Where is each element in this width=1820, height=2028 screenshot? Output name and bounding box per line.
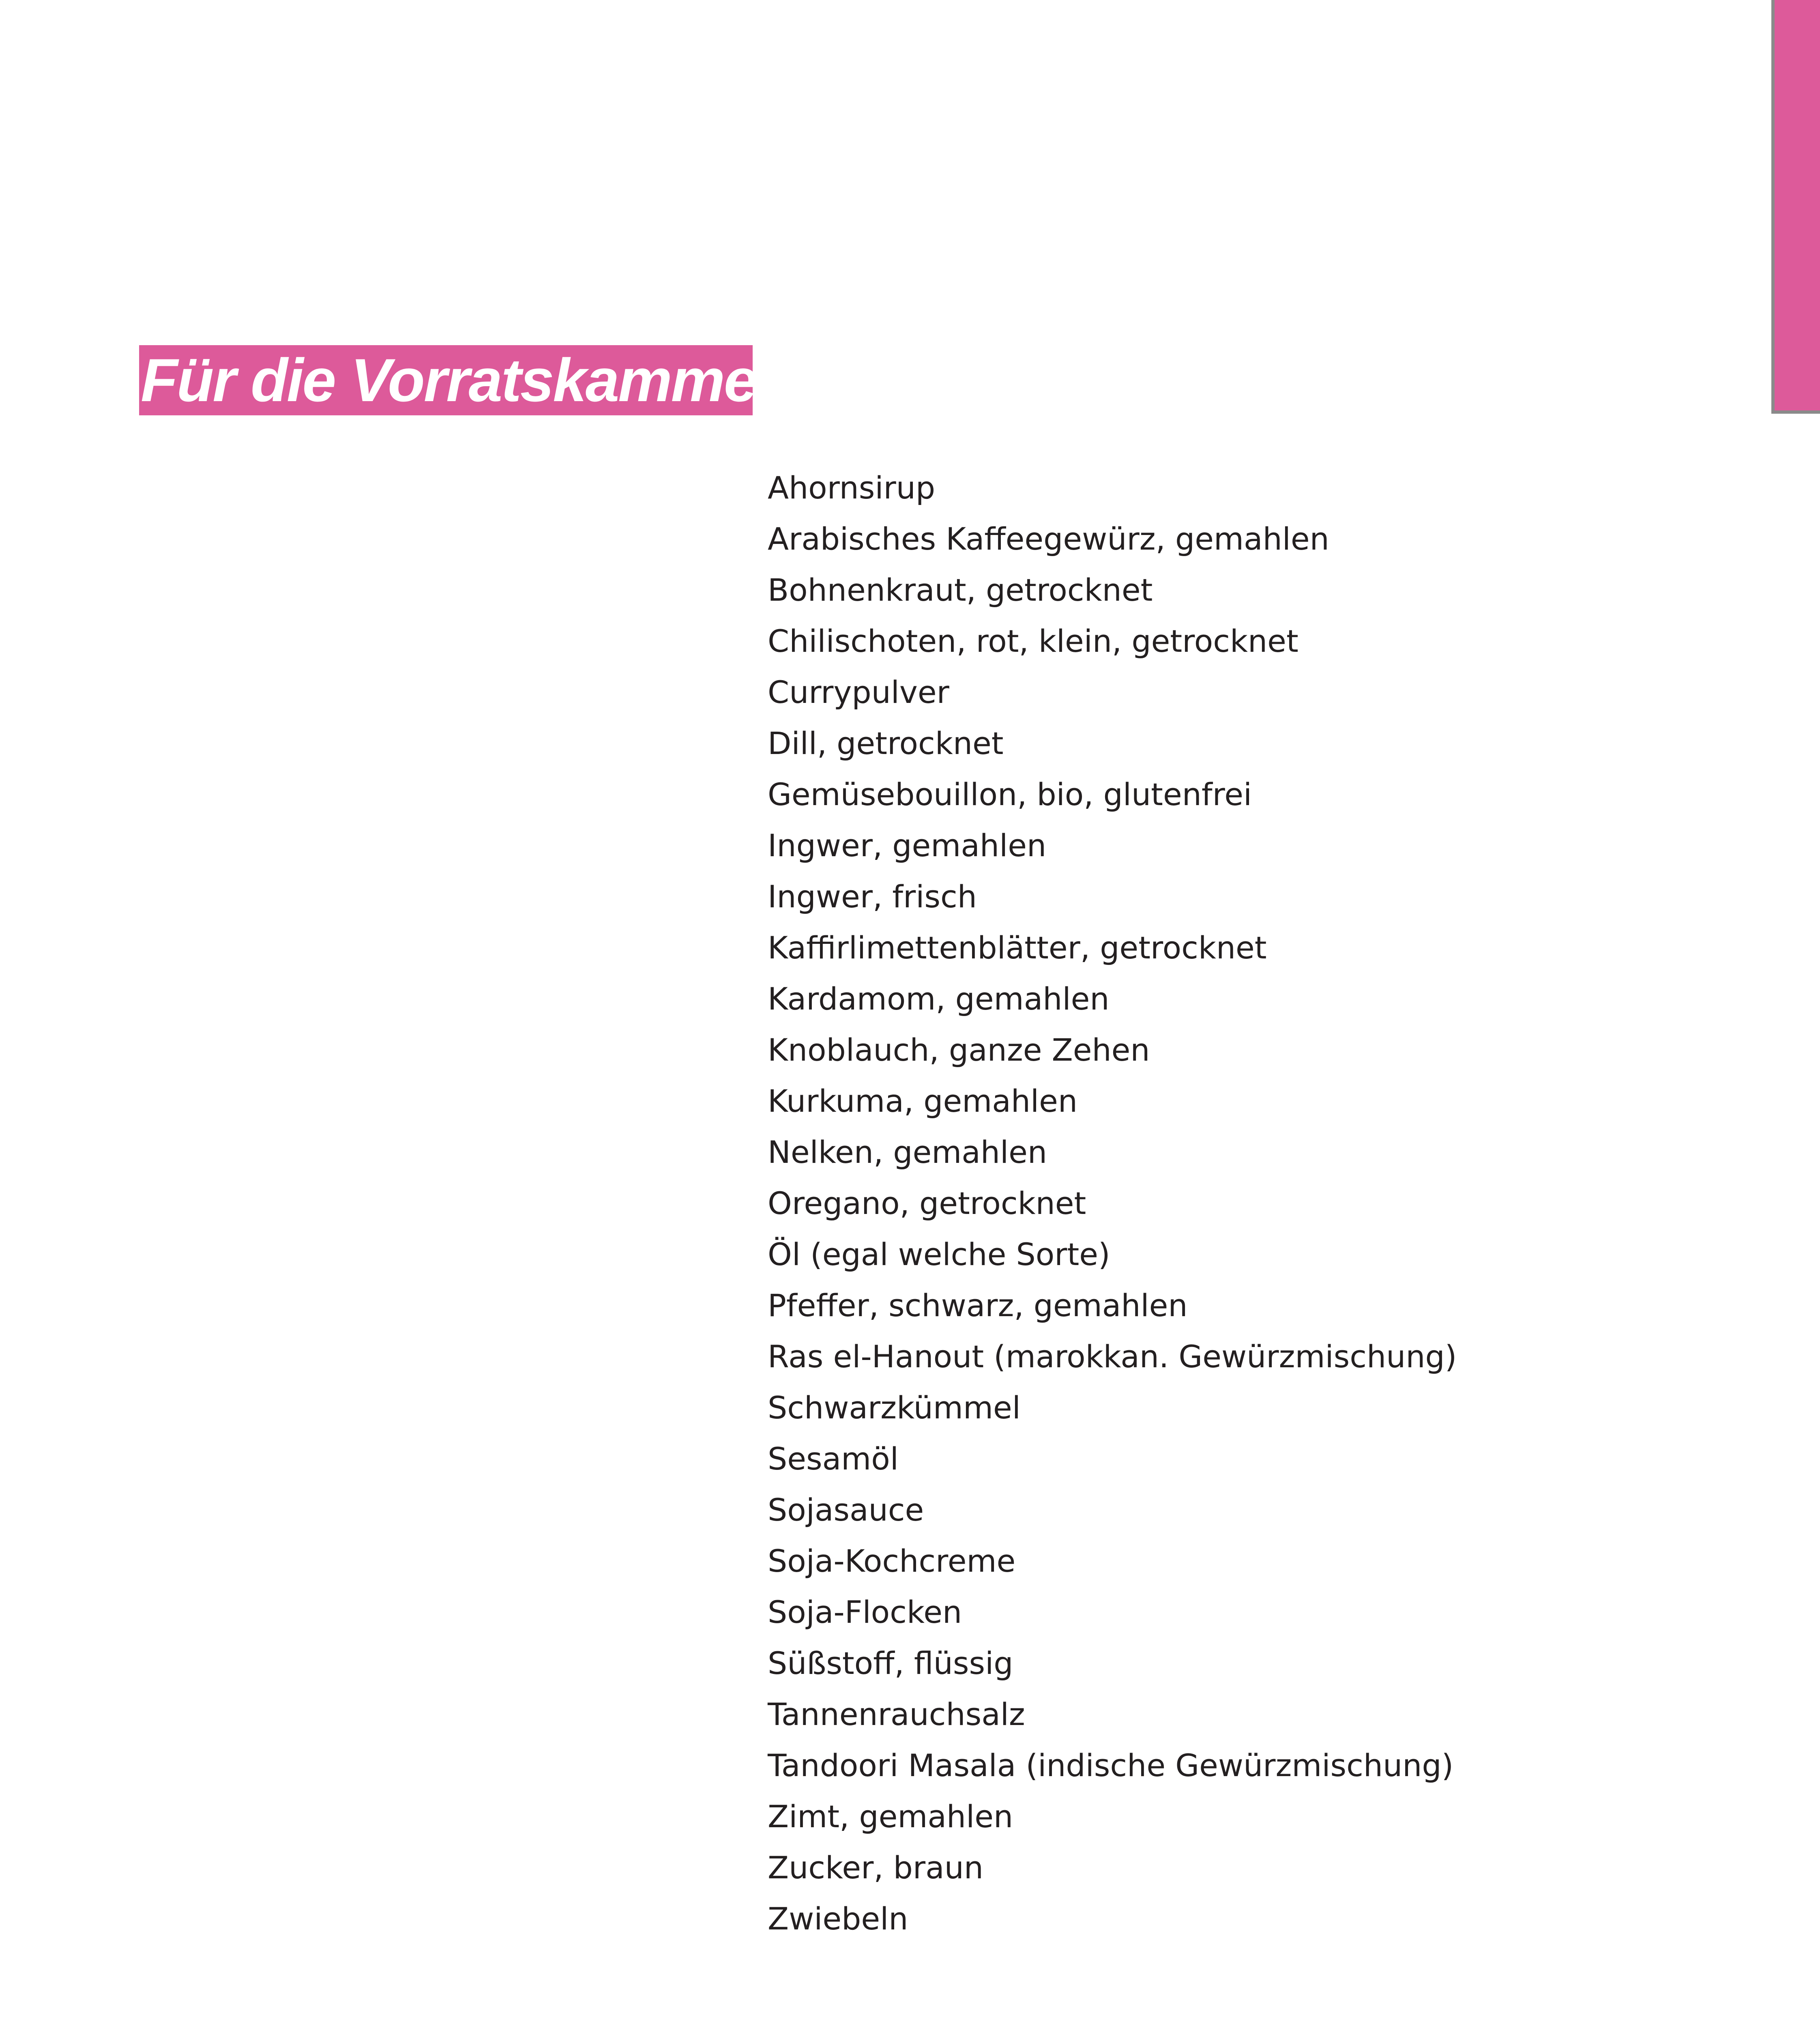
list-item: Currypulver — [768, 674, 949, 710]
list-item: Soja-Flocken — [768, 1594, 962, 1630]
list-item: Oregano, getrocknet — [768, 1185, 1086, 1221]
list-item: Tannenrauchsalz — [768, 1696, 1025, 1732]
list-item: Süßstoff, flüssig — [768, 1645, 1013, 1681]
list-item: Chilischoten, rot, klein, getrocknet — [768, 623, 1298, 659]
list-item: Ingwer, frisch — [768, 879, 977, 915]
list-item: Soja-Kochcreme — [768, 1543, 1016, 1579]
list-item: Zucker, braun — [768, 1850, 984, 1886]
list-item: Öl (egal welche Sorte) — [768, 1236, 1110, 1272]
section-title: Für die Vorratskammer — [141, 346, 779, 414]
list-item: Gemüsebouillon, bio, glutenfrei — [768, 776, 1252, 812]
list-item: Nelken, gemahlen — [768, 1134, 1047, 1170]
section-heading-band — [139, 345, 779, 415]
list-item: Dill, getrocknet — [768, 725, 1004, 761]
list-item: Bohnenkraut, getrocknet — [768, 572, 1153, 608]
list-item: Kurkuma, gemahlen — [768, 1083, 1078, 1119]
list-item: Knoblauch, ganze Zehen — [768, 1032, 1150, 1068]
list-item: Pfeffer, schwarz, gemahlen — [768, 1287, 1188, 1323]
list-item: Schwarzkümmel — [768, 1390, 1021, 1426]
list-item: Ras el-Hanout (marokkan. Gewürzmischung) — [768, 1338, 1457, 1375]
list-item: Sesamöl — [768, 1441, 899, 1477]
list-item: Tandoori Masala (indische Gewürzmischung) — [768, 1747, 1454, 1783]
list-item: Zwiebeln — [768, 1901, 908, 1937]
list-item: Ingwer, gemahlen — [768, 827, 1047, 864]
list-item: Zimt, gemahlen — [768, 1798, 1013, 1835]
list-item: Ahornsirup — [768, 470, 936, 506]
list-item: Kardamom, gemahlen — [768, 981, 1110, 1017]
pantry-item-list — [768, 462, 1457, 1944]
list-item: Arabisches Kaffeegewürz, gemahlen — [768, 521, 1329, 557]
list-item: Kaffirlimettenblätter, getrocknet — [768, 930, 1267, 966]
list-item: Sojasauce — [768, 1492, 924, 1528]
chapter-tab-marker — [1771, 0, 1820, 414]
